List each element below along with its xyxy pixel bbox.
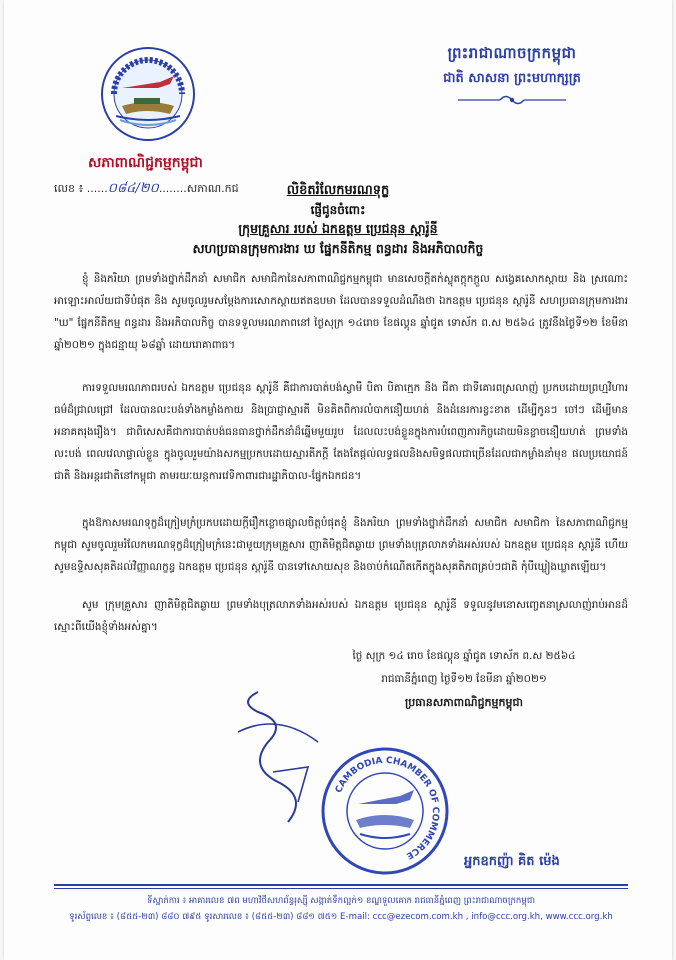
ref-suffix: ........សភាណ.កជ <box>158 182 239 195</box>
letter-addressee: ក្រុមគ្រួសារ របស់ ឯកឧត្តម ប្រេជនុន ស្តារ៉ូនី <box>238 221 438 236</box>
lunar-date: ថ្ងៃ សុក្រ ១៤ រោច ខែផល្គុន ឆ្នាំជូត ទោស័ក ព.ស ២៥៦៤ <box>352 650 576 662</box>
footer-contact: ទូរស័ព្ទលេខ ៖ (៨៥៥-២៣) ៨៨០ ៧៩៥ ទូរសារលេខ ៖ (៨៥៥-២៣) ៨៨១ ៧៥១ E-mail: ccc@ezecom.com.kh , info@ccc.org.kh, www.ccc.org.kh <box>69 912 613 922</box>
footer-divider-thin <box>54 888 628 889</box>
body-paragraph-2: ការទទួលមរណភាពរបស់ ឯកឧត្តម ប្រេជនុន ស្តារ៉ូនី គឺជាការបាត់បង់ស្វាមី បិតា បិតាក្មេក និង ជីតា ជាទីគោរពស្រលាញ់ ប្រកបដោយព្រហ្មវិហារធម៌ដ៏ជ្រាលជ្រៅ ដែលបានលះបង់ទាំងកម្លាំងកាយ និងប្រាជ្ញាស្មារតី មិនគិតពីការលំបាកនឿយហត់ និងដំនេរការខ្វះខាត ដើម្បីកូនៗ ចៅៗ ដើម្បីមានអនាគតរុងរឿង។ ជាពិសេសគឺជាការបាត់បង់ធនធានថ្នាក់ដឹកនាំដ៏ឆ្នើមមួយរូប ដែលលះបង់ខ្លួនក្នុងការបំពេញភារកិច្ចដោយមិនខ្លាចនឿយហត់ ព្រមទាំងលះបង់ ពេលវេលាផ្ទាល់ខ្លួន ក្នុងចូលរួមយ៉ាងសកម្មប្រកបដោយស្មារតីភក្តី តែងតែផ្តល់លទ្ធផលនិងសមិទ្ធផលជាច្រើនដែលជាកម្លាំងនាំមុខ ផលប្រយោជន៍ជាតិ និងអន្តរជាតិនៅកម្ពុជា តាមរយៈយន្តការវេទិកាពារជារដ្ឋាភិបាល-ផ្នែកឯកជន។ <box>54 382 629 482</box>
ref-handwritten: ០៨៤/២០ <box>107 181 159 196</box>
kingdom-header <box>392 44 632 107</box>
body-paragraph-1: ខ្ញុំ និងភរិយា ព្រមទាំងថ្នាក់ដឹកនាំ សមាជិក សមាជិកានៃសភាពាណិជ្ជកម្មកម្ពុជា មានសេចក្តីតក់ស្លុតក្តុកក្តួល សង្វេគសោកស្តាយ និង ស្រណោះអាឡោះអាល័យជាទីបំផុត និង សូមចូលរួមសម្តែងការសោកស្តាយឥតឧបមា ដែលបានទទួលដំណឹងថា ឯកឧត្តម ប្រេជនុន ស្តារ៉ូនី សហប្រធានក្រុមការងារ "ឃ" ផ្នែកនីតិកម្ម ពន្ធដារ និងអភិបាលកិច្ច បានទទួលមរណភាពនៅ ថ្ងៃសុក្រ ១៤រោច ខែផល្គុន ឆ្នាំជូត ទោស័ក ព.ស ២៥៦៤ ត្រូវនឹងថ្ងៃទី១២ ខែមីនា ឆ្នាំ២០២១ ក្នុងជន្មាយុ ៦៨ឆ្នាំ ដោយរោគាពាធ។ <box>54 273 628 351</box>
letter-addressee-title: សហប្រធានក្រុមការងារ ឃ ផ្នែកនីតិកម្ម ពន្ធដារ និងអភិបាលកិច្ច <box>192 241 484 256</box>
footer-divider <box>54 884 628 886</box>
official-seal-icon <box>320 746 450 876</box>
body-paragraph-3: ក្នុងឱកាសមរណទុក្ខដ៏ក្រៀមក្រំប្រកបដោយក្តីរឿកខ្លោចផ្សាលចិត្តបំផុតខ្ញុំ និងភរិយា ព្រមទាំងថ្នាក់ដឹកនាំ សមាជិក សមាជិកា នៃសភាពាណិជ្ជកម្មកម្ពុជា សូមចូលរួមរំលែកមរណទុក្ខដ៏ក្រៀមក្រំនេះជាមួយក្រុមគ្រួសារ ញាតិមិត្តជិតឆ្ងាយ ព្រមទាំងបុត្រលាភទាំងអស់របស់ ឯកឧត្តម ប្រេជនុន ស្តារ៉ូនី ហើយសូមឧទ្ទិសសុគតិដល់វិញ្ញាណក្ខន្ធ ឯកឧត្តម ប្រេជនុន ស្តារ៉ូនី បានទៅសោយសុខ និងចាប់កំណើតកើតក្នុងសុគតិភពគ្រប់ៗជាតិ កុំបីឃ្លៀងឃ្លាតឡើយ។ <box>54 517 628 573</box>
place-date: រាជធានីភ្នំពេញ ថ្ងៃទី១២ ខែមីនា ឆ្នាំ២០២១ <box>381 673 547 685</box>
footer-address: ទីស្នាក់ការ ៖ អាគារលេខ ៧ព មហាវិថីសហព័ន្ធរុស្ស៊ី សង្កាត់ទឹកល្អក់១ ខណ្ឌទួលគោក រាជធានីភ្នំពេញ ព្រះរាជាណាចក្រកម្ពុជា <box>146 896 535 906</box>
handwritten-signature <box>218 672 338 842</box>
organization-name: សភាពាណិជ្ជកម្មកម្ពុជា <box>88 155 203 171</box>
ref-prefix: លេខ ៖ ...... <box>54 182 108 195</box>
kingdom-title: ព្រះរាជាណាចក្រកម្ពុជា <box>447 44 577 62</box>
ornament-divider-icon <box>452 93 572 107</box>
seal-ring-text: CAMBODIA CHAMBER OF COMMERCE <box>333 755 441 861</box>
svg-text:CAMBODIA CHAMBER OF COMMERCE <box>334 756 440 861</box>
letter-sheet <box>4 0 672 960</box>
signatory-name: អ្នកឧកញ៉ា គិត ម៉េង <box>464 854 560 869</box>
letter-addressee-intro: ផ្ញើជូនចំពោះ <box>310 203 366 217</box>
signatory-position: ប្រធានសភាពាណិជ្ជកម្មកម្ពុជា <box>405 696 523 709</box>
body-paragraph-4: សូម ក្រុមគ្រួសារ ញាតិមិត្តជិតឆ្ងាយ ព្រមទាំងបុត្រលាភទាំងអស់របស់ ឯកឧត្តម ប្រេជនុន ស្តារ៉ូនី ទទួលនូវមនោសញ្ចេតនាស្រលាញ់រាប់អានដ៏ស្មោះពីយើងខ្ញុំទាំងអស់គ្នា។ <box>54 599 628 633</box>
letter-title: លិខិតរំលែកមរណទុក្ខ <box>286 183 390 198</box>
kingdom-motto: ជាតិ សាសនា ព្រះមហាក្សត្រ <box>443 71 581 86</box>
chamber-logo <box>100 46 196 142</box>
